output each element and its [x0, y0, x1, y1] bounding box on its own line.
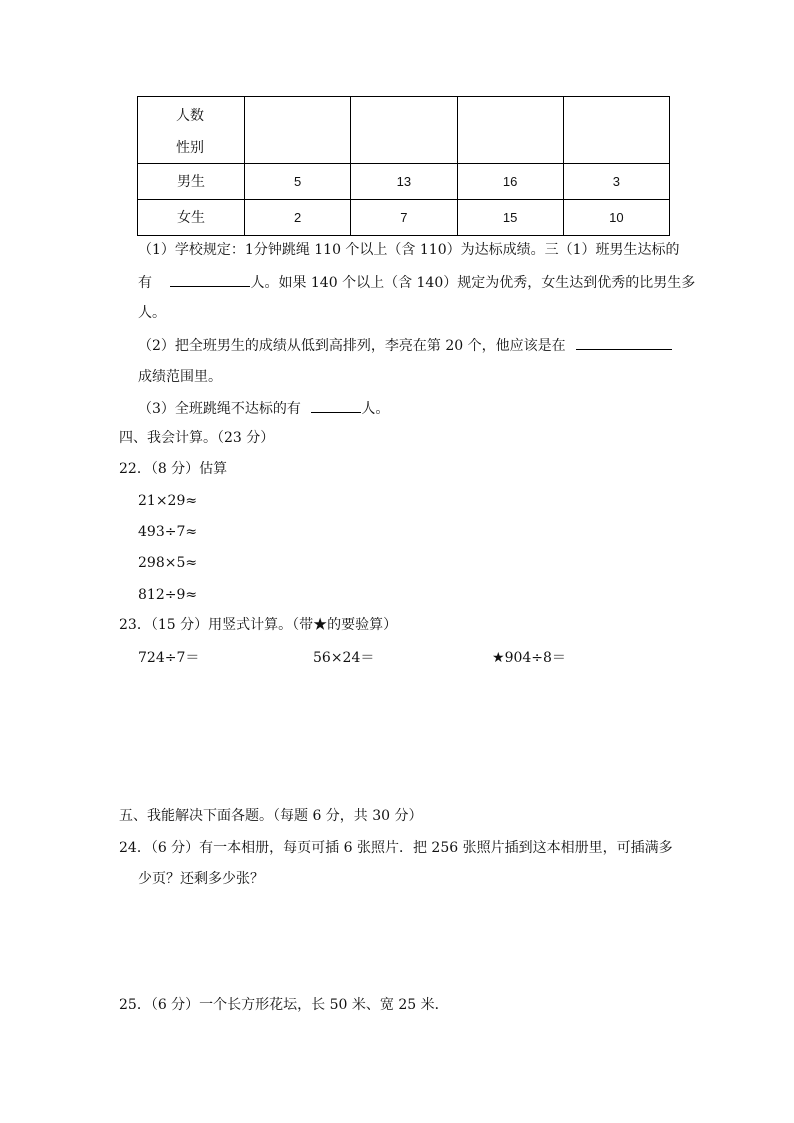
- table-cell: 15: [457, 200, 563, 236]
- q3-line1: [138, 398, 389, 419]
- q23-item: 724÷7＝: [138, 650, 200, 666]
- q3-text-a: （3）全班跳绳不达标的有: [138, 401, 301, 417]
- q2-answer-blank[interactable]: [576, 335, 672, 350]
- q23-item-text: 904÷8＝: [504, 650, 566, 666]
- q22-title: 22．（8 分）估算: [119, 461, 228, 477]
- q2-text: （2）把全班男生的成绩从低到高排列，李亮在第 20 个，他应该是在: [138, 338, 566, 354]
- q1-line2: [138, 272, 695, 293]
- q22-item: 493÷7≈: [138, 524, 198, 540]
- data-table: [137, 96, 670, 236]
- q2-line2: 成绩范围里。: [138, 369, 222, 385]
- section-4-heading: 四、我会计算。（23 分）: [119, 430, 275, 446]
- header-cell: [563, 97, 669, 164]
- table-row: [138, 200, 670, 236]
- table-cell: 7: [351, 200, 457, 236]
- q23-item-starred: [492, 648, 566, 668]
- table-corner-cell: [138, 97, 245, 164]
- header-cell: [351, 97, 457, 164]
- q2-line1: [138, 335, 672, 356]
- q22-item: 21×29≈: [138, 493, 198, 509]
- table-cell: 10: [563, 200, 669, 236]
- q3-text-b: 人。: [361, 401, 390, 417]
- q25-line1: 25．（6 分）一个长方形花坛，长 50 米、宽 25 米．: [119, 997, 449, 1013]
- header-cell: [245, 97, 351, 164]
- header-cell: [457, 97, 563, 164]
- header-count-label: 人数: [176, 108, 204, 124]
- q1-line3: 人。: [138, 305, 166, 321]
- q1-text-b: 人。如果 140 个以上（含 140）规定为优秀，女生达到优秀的比男生多: [250, 275, 696, 291]
- q22-item: 812÷9≈: [138, 587, 198, 603]
- q24-line2: 少页？还剩多少张？: [138, 871, 264, 887]
- table-row: [138, 164, 670, 200]
- section-5-heading: 五、我能解决下面各题。（每题 6 分，共 30 分）: [119, 808, 423, 824]
- header-gender-label: 性别: [176, 140, 204, 156]
- table-cell: 16: [457, 164, 563, 200]
- q3-answer-blank[interactable]: [311, 398, 361, 413]
- star-icon: ★: [492, 650, 505, 666]
- row-label: 女生: [138, 200, 245, 236]
- q24-line1: 24．（6 分）有一本相册，每页可插 6 张照片．把 256 张照片插到这本相册里，可插满多: [119, 840, 673, 856]
- table-header-row: [138, 97, 670, 164]
- table-cell: 2: [245, 200, 351, 236]
- q1-answer-blank-1[interactable]: [170, 272, 250, 287]
- row-label: 男生: [138, 164, 245, 200]
- q23-title: 23．（15 分）用竖式计算。（带★的要验算）: [119, 617, 398, 633]
- table-cell: 3: [563, 164, 669, 200]
- q1-text-a: 有: [138, 275, 152, 291]
- q1-line1: （1）学校规定：1分钟跳绳 110 个以上（含 110）为达标成绩。三（1）班男生达标的: [138, 242, 680, 258]
- q23-item: 56×24＝: [313, 650, 375, 666]
- table-cell: 5: [245, 164, 351, 200]
- q22-item: 298×5≈: [138, 555, 198, 571]
- table-cell: 13: [351, 164, 457, 200]
